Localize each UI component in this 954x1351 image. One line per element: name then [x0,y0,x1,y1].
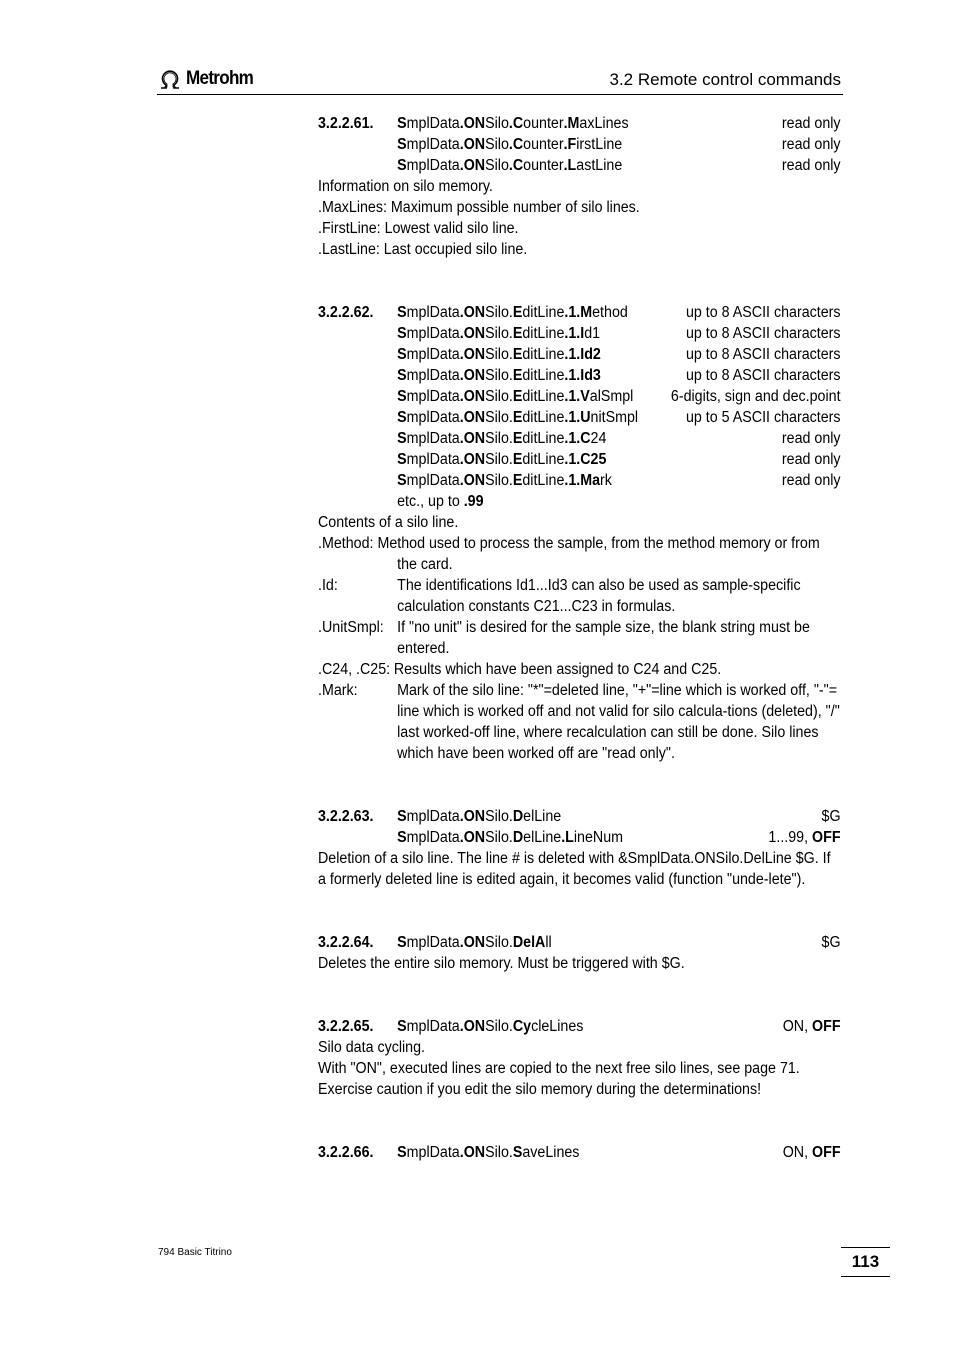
text-run: .C [508,136,524,153]
command-value [671,386,841,407]
text-run: S [397,1144,407,1161]
text-run: mplData [406,1144,460,1161]
section-gap [318,890,841,932]
definition-term: .Method: [318,535,378,552]
text-run: Silo. [485,388,513,405]
text-run: .1.I [564,325,585,342]
text-run: .ON [459,136,486,153]
text-run: mplData [406,346,460,363]
text-run: .ON [459,325,486,342]
text-run: .L [561,829,574,846]
text-run: ditLine [522,472,565,489]
text-run: .1.C25 [564,451,607,468]
text-run: ditLine [522,304,565,321]
section-number [318,365,397,386]
paragraph: .MaxLines: Maximum possible number of silo lines. [318,199,640,216]
section-gap [318,974,841,1016]
definition-term: .Mark: [318,682,358,699]
text-run: .C [508,157,524,174]
command-value [822,806,841,827]
text-run: E [512,325,523,342]
text-run: .ON [459,934,486,951]
text-run: D [512,829,524,846]
text-run: .F [563,136,577,153]
text-run: elLine [523,829,562,846]
command-value [782,449,841,470]
text-run: ethod [592,304,628,321]
text-run: Silo. [485,472,513,489]
text-run: Silo [485,157,509,174]
text-run: OFF [812,829,841,846]
command-value [686,407,841,428]
command-row [318,827,841,848]
text-run: .ON [459,472,486,489]
command-row [318,491,841,512]
command-name [397,449,782,470]
text-run: .1.V [564,388,590,405]
text-run: cleLines [531,1018,584,1035]
text-run: mplData [406,808,460,825]
section-number [318,323,397,344]
text-run: 24 [590,430,607,447]
text-run: E [512,346,523,363]
text-run: mplData [406,388,460,405]
text-run: Silo. [485,1018,513,1035]
text-run: astLine [576,157,623,174]
text-run: read only [781,472,841,489]
text-run: ditLine [522,388,565,405]
command-row [318,113,841,134]
text-run: Silo. [485,346,513,363]
paragraph: Deletes the entire silo memory. Must be triggered with $G. [318,955,685,972]
command-name [397,134,782,155]
command-section [318,806,841,890]
document-body [318,113,841,1163]
text-run: S [397,451,407,468]
paragraph: Exercise caution if you edit the silo memory during the determinations! [318,1081,762,1098]
section-number [318,491,397,512]
text-run: .ON [459,304,486,321]
command-name [397,323,686,344]
text-run: E [512,409,523,426]
text-run: $G [821,808,841,825]
command-row [318,155,841,176]
text-run: nitSmpl [590,409,639,426]
command-row [318,470,841,491]
text-run: S [512,1144,523,1161]
text-run: Silo. [485,304,513,321]
text-run: .ON [459,115,486,132]
text-run: Silo. [485,409,513,426]
command-name [397,407,686,428]
text-run: E [512,451,523,468]
text-run: .ON [459,829,486,846]
command-row [318,365,841,386]
text-run: .ON [459,430,486,447]
command-row [318,428,841,449]
text-run: DelA [512,934,546,951]
text-run: mplData [406,325,460,342]
section-number [318,470,397,491]
command-value [768,827,840,848]
command-name [397,1016,783,1037]
definition-item [318,680,841,764]
command-row [318,407,841,428]
text-run: S [397,115,407,132]
definition-desc: Mark of the silo line: "*"=deleted line, "+"=line which is worked off, "-"= line which is worked off and not valid for silo calcula-tions (deleted), "/" last worked-off line, where recalculation can still be done. Silo lines which have been worked off are "read only". [397,682,840,762]
section-gap [318,260,841,302]
text-run: aveLines [522,1144,580,1161]
text-run: ditLine [522,451,565,468]
text-run: mplData [406,451,460,468]
text-run: S [397,472,407,489]
text-run: Silo. [485,829,513,846]
section-number: 3.2.2.61. [318,115,374,132]
text-run: mplData [406,934,460,951]
text-run: S [397,430,407,447]
command-value [782,134,841,155]
text-run: .ON [459,1144,486,1161]
command-name [397,470,782,491]
text-run: ON, [782,1144,813,1161]
section-number [318,344,397,365]
command-name [397,827,768,848]
text-run: Cy [512,1018,532,1035]
command-value [782,113,841,134]
text-run: .ON [459,346,486,363]
text-run: read only [781,136,841,153]
text-run: .L [563,157,577,174]
text-run: .1.Ma [564,472,601,489]
definition-wrap [318,533,841,575]
text-run: E [512,430,523,447]
text-run: .ON [459,451,486,468]
section-number [318,827,397,848]
text-run: .C [508,115,524,132]
definition-term: .Id: [318,577,338,594]
text-run: mplData [406,829,460,846]
section-number [318,155,397,176]
text-run: d1 [584,325,601,342]
definition-item [318,617,841,659]
text-run: mplData [406,115,460,132]
text-run: D [512,808,524,825]
command-row [318,1016,841,1037]
definition-item [318,659,841,680]
text-run: .99 [463,493,484,510]
text-run: .1.Id3 [564,367,601,384]
command-section [318,1016,841,1100]
text-run: S [397,325,407,342]
text-run: S [397,346,407,363]
text-run: ll [545,934,552,951]
command-value [783,1016,841,1037]
text-run: up to 8 ASCII characters [685,325,841,342]
command-section [318,302,841,764]
command-name [397,113,782,134]
section-number: 3.2.2.63. [318,808,374,825]
section-gap [318,764,841,806]
header-rule [157,94,843,95]
text-run: .1.M [564,304,593,321]
command-name [397,155,782,176]
text-run: Silo. [485,934,513,951]
section-number [318,134,397,155]
metrohm-logo [158,66,261,92]
paragraph: Silo data cycling. [318,1039,426,1056]
command-value [782,470,841,491]
command-row [318,323,841,344]
command-name [397,365,686,386]
text-run: etc., up to [397,493,464,510]
text-run: read only [781,115,841,132]
paragraph: .LastLine: Last occupied silo line. [318,241,528,258]
section-number [318,407,397,428]
text-run: S [397,157,407,174]
text-run: Silo. [485,430,513,447]
text-run: elLine [523,808,562,825]
text-run: mplData [406,367,460,384]
section-title: 3.2 Remote control commands [609,70,841,89]
command-name [397,1142,783,1163]
text-run: axLines [579,115,629,132]
text-run: ditLine [522,346,565,363]
section-number: 3.2.2.65. [318,1018,374,1035]
text-run: S [397,808,407,825]
section-number [318,386,397,407]
command-value [783,1142,841,1163]
text-run: mplData [406,157,460,174]
text-run: .1.C [564,430,591,447]
command-row [318,806,841,827]
command-value [686,365,841,386]
section-number [318,428,397,449]
text-run: .1.Id2 [564,346,601,363]
section-gap [318,1100,841,1142]
text-run: read only [781,157,841,174]
text-run: .ON [459,388,486,405]
command-section [318,1142,841,1163]
command-name [397,806,821,827]
command-row [318,134,841,155]
text-run: irstLine [576,136,623,153]
definition-desc: If "no unit" is desired for the sample size, the blank string must be entered. [397,619,810,657]
definition-term: .C24, .C25: [318,661,391,678]
command-name [397,344,686,365]
text-run: 6-digits, sign and dec.point [670,388,841,405]
paragraph: Information on silo memory. [318,178,493,195]
text-run: Silo. [485,1144,513,1161]
page-number: 113 [841,1247,890,1277]
text-run: OFF [812,1018,841,1035]
text-run: ditLine [522,325,565,342]
text-run: ditLine [522,430,565,447]
text-run: Silo. [485,367,513,384]
text-run: ineNum [573,829,624,846]
text-run: read only [781,451,841,468]
definition-term: .UnitSmpl: [318,619,384,636]
text-run: E [512,388,523,405]
product-name: 794 Basic Titrino [158,1247,232,1258]
text-run: up to 8 ASCII characters [685,367,841,384]
command-section [318,932,841,974]
command-value [686,344,841,365]
text-run: mplData [406,136,460,153]
omega-icon [158,68,182,90]
text-run: S [397,934,407,951]
text-run: ditLine [522,367,565,384]
text-run: ounter [523,157,564,174]
command-value [686,302,841,323]
logo-text: Metrohm [186,68,254,89]
command-name [397,932,821,953]
text-run: E [512,472,523,489]
text-run: up to 5 ASCII characters [685,409,841,426]
text-run: E [512,367,523,384]
definition-desc: Results which have been assigned to C24 and C25. [393,661,722,678]
command-row [318,386,841,407]
text-run: up to 8 ASCII characters [685,304,841,321]
text-run: S [397,136,407,153]
text-run: .M [563,115,580,132]
text-run: .ON [459,367,486,384]
text-run: 1...99, [768,829,813,846]
command-name [397,428,782,449]
definition-item [318,533,841,575]
description: Contents of a silo line. [318,514,459,531]
text-run: Silo [485,115,509,132]
command-row [318,1142,841,1163]
text-run: mplData [406,409,460,426]
command-row [318,344,841,365]
text-run: S [397,409,407,426]
text-run: S [397,829,407,846]
text-run: .1.U [564,409,591,426]
definition-desc: The identifications Id1...Id3 can also be used as sample-specific calculation constants C21...C23 in formulas. [397,577,801,615]
text-run: alSmpl [589,388,634,405]
text-run: $G [821,934,841,951]
definition-desc: Method used to process the sample, from the method memory or from the card. [377,535,820,573]
command-value [782,428,841,449]
command-section [318,113,841,260]
paragraph: Deletion of a silo line. The line # is deleted with &SmplData.ONSilo.DelLine $G. If a formerly deleted line is edited again, it becomes valid (function "unde-lete"). [318,850,831,888]
text-run: ON, [782,1018,813,1035]
text-run: mplData [406,472,460,489]
command-name [397,491,840,512]
text-run: OFF [812,1144,841,1161]
text-run: S [397,388,407,405]
section-number: 3.2.2.66. [318,1144,374,1161]
command-row [318,932,841,953]
command-row [318,302,841,323]
text-run: read only [781,430,841,447]
text-run: ounter [523,136,564,153]
definition-item [318,575,841,617]
text-run: .ON [459,157,486,174]
text-run: E [512,304,523,321]
text-run: .ON [459,808,486,825]
text-run: ditLine [522,409,565,426]
paragraph: .FirstLine: Lowest valid silo line. [318,220,519,237]
command-row [318,449,841,470]
paragraph: With "ON", executed lines are copied to the next free silo lines, see page 71. [318,1060,800,1077]
command-name [397,302,686,323]
text-run: Silo. [485,808,513,825]
text-run: mplData [406,1018,460,1035]
text-run: Silo [485,136,509,153]
command-value [822,932,841,953]
command-value [782,155,841,176]
text-run: mplData [406,304,460,321]
text-run: ounter [523,115,564,132]
command-name [397,386,671,407]
text-run: Silo. [485,325,513,342]
text-run: mplData [406,430,460,447]
text-run: S [397,304,407,321]
section-number: 3.2.2.62. [318,304,374,321]
text-run: S [397,367,407,384]
text-run: rk [600,472,612,489]
command-value [686,323,841,344]
text-run: .ON [459,409,486,426]
text-run: .ON [459,1018,486,1035]
text-run: up to 8 ASCII characters [685,346,841,363]
text-run: Silo. [485,451,513,468]
section-number: 3.2.2.64. [318,934,374,951]
section-number [318,449,397,470]
text-run: S [397,1018,407,1035]
